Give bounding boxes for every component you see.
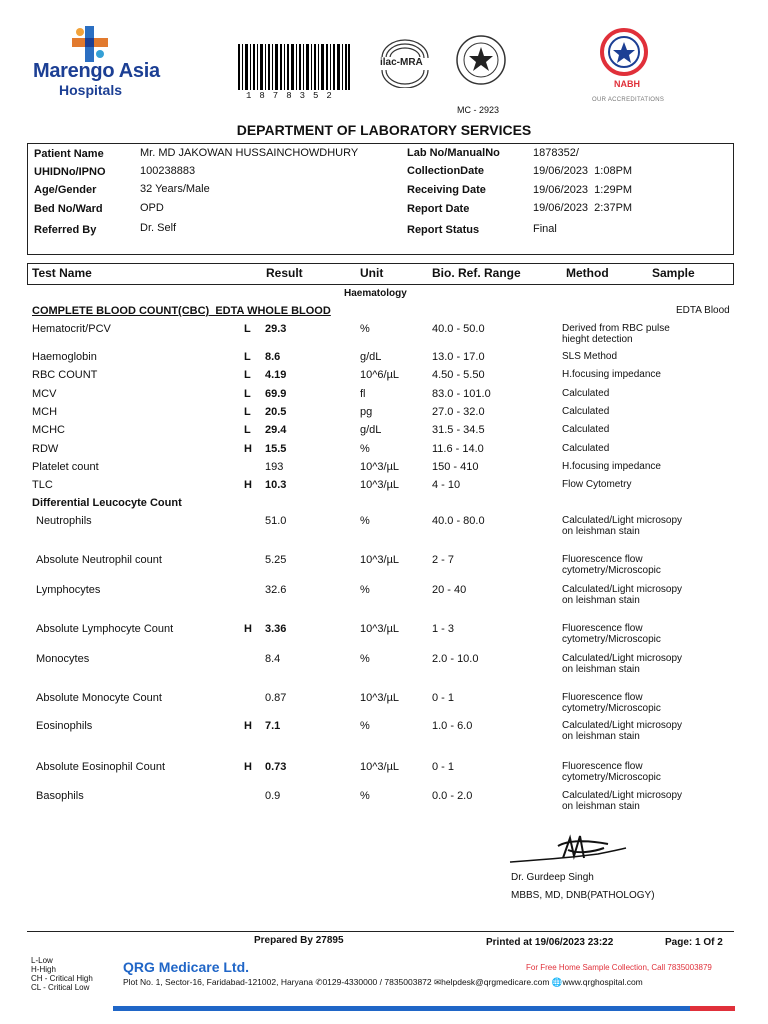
method: Calculated [562,388,610,399]
method: Fluorescence flow cytometry/Microscopic [562,554,661,576]
legend-critical-high: CH - Critical High [31,974,93,983]
unit: 10^3/µL [360,761,400,773]
result-value: 8.6 [265,351,281,363]
method: H.focusing impedance [562,461,661,472]
result-value: 15.5 [265,443,287,455]
patient-info-box [27,143,734,255]
panel-heading: COMPLETE BLOOD COUNT(CBC) EDTA WHOLE BLOOD [32,305,331,317]
test-name: RDW [32,443,59,455]
unit: fl [360,388,366,400]
unit: % [360,515,370,527]
receiving-date-label: Receiving Date [407,184,486,196]
flag: L [244,388,251,400]
company-phone: 0129-4330000 / 7835003872 [322,977,432,987]
hospital-subtitle: Hospitals [59,82,123,98]
method: Derived from RBC pulse hieght detection [562,323,670,345]
sample-type: EDTA Blood [676,305,730,316]
result-value: 29.3 [265,323,287,335]
unit: pg [360,406,373,418]
unit: % [360,653,370,665]
method: Fluorescence flow cytometry/Microscopic [562,761,661,783]
method: H.focusing impedance [562,369,661,380]
result-value: 69.9 [265,388,287,400]
unit: 10^3/µL [360,623,400,635]
method: Calculated [562,424,610,435]
hospital-logo [70,24,110,64]
footer-divider [27,931,734,932]
signatory-name: Dr. Gurdeep Singh [511,872,594,883]
test-name: MCH [32,406,58,418]
col-result: Result [266,266,303,280]
flag: H [244,479,252,491]
patient-name-label: Patient Name [34,148,104,160]
test-name: Absolute Neutrophil count [36,554,162,566]
barcode [238,44,350,90]
legend-high: H-High [31,965,56,974]
result-value: 32.6 [265,584,287,596]
nabh-label: NABH [614,79,640,89]
ref-range: 4 - 10 [432,479,461,491]
test-name: Neutrophils [36,515,92,527]
unit: g/dL [360,424,382,436]
flag: H [244,623,252,635]
ref-range: 2.0 - 10.0 [432,653,479,665]
unit: % [360,584,370,596]
phone-icon: ✆ [315,977,323,987]
flag: H [244,761,252,773]
unit: 10^3/µL [360,479,400,491]
test-name: Absolute Eosinophil Count [36,761,166,773]
test-name: MCHC [32,424,65,436]
ilac-label: ilac-MRA [380,57,423,68]
signatory-degree: MBBS, MD, DNB(PATHOLOGY) [511,890,655,901]
printed-at: Printed at 19/06/2023 23:22 [486,937,614,948]
signature [508,828,628,868]
lab-no-label: Lab No/ManualNo [407,147,500,159]
referred-value: Dr. Self [140,222,177,234]
test-name: MCV [32,388,57,400]
unit: 10^6/µL [360,369,400,381]
report-date-label: Report Date [407,203,470,215]
hospital-logo-icon [70,24,110,64]
company-email[interactable]: helpdesk@qrgmedicare.com [441,977,550,987]
flag: H [244,443,252,455]
mail-icon: ✉ [434,977,442,987]
flag: H [244,720,252,732]
flag: L [244,424,251,436]
ref-range: 1.0 - 6.0 [432,720,473,732]
test-name: Eosinophils [36,720,93,732]
ref-range: 20 - 40 [432,584,467,596]
receiving-date-value: 19/06/2023 1:29PM [533,184,633,196]
test-name: TLC [32,479,53,491]
hospital-name: Marengo Asia [33,60,160,82]
test-name: Absolute Monocyte Count [36,692,162,704]
test-name: Platelet count [32,461,99,473]
ref-range: 0.0 - 2.0 [432,790,473,802]
nabl-seal [455,34,507,86]
globe-icon: 🌐 [551,977,563,987]
method: Flow Cytometry [562,479,632,490]
ref-range: 40.0 - 80.0 [432,515,485,527]
test-name: Absolute Lymphocyte Count [36,623,174,635]
unit: % [360,790,370,802]
report-status-value: Final [533,223,557,235]
bed-value: OPD [140,202,164,214]
legend-critical-low: CL - Critical Low [31,983,90,992]
col-unit: Unit [360,266,384,280]
report-status-label: Report Status [407,224,480,236]
result-value: 0.87 [265,692,287,704]
unit: 10^3/µL [360,692,400,704]
ref-range: 150 - 410 [432,461,479,473]
department-title: DEPARTMENT OF LABORATORY SERVICES [236,122,532,138]
barcode-number: 1878352 [246,91,340,101]
flag: L [244,406,251,418]
ref-range: 1 - 3 [432,623,455,635]
ilac-logo [376,38,434,88]
result-value: 5.25 [265,554,287,566]
company-website[interactable]: www.qrghospital.com [562,977,643,987]
result-value: 0.9 [265,790,281,802]
footer-blue-bar [113,1006,735,1011]
collection-date-label: CollectionDate [407,165,485,177]
ref-range: 11.6 - 14.0 [432,443,484,455]
legend-low: L-Low [31,956,53,965]
col-ref-range: Bio. Ref. Range [432,266,521,280]
result-value: 10.3 [265,479,287,491]
test-name: Basophils [36,790,84,802]
test-name: RBC COUNT [32,369,98,381]
uhid-value: 100238883 [140,165,196,177]
result-value: 20.5 [265,406,287,418]
nabh-subtitle: OUR ACCREDITATIONS [592,97,665,103]
result-value: 0.73 [265,761,287,773]
test-name: Hematocrit/PCV [32,323,111,335]
result-value: 4.19 [265,369,287,381]
method: SLS Method [562,351,618,362]
method: Calculated/Light microsopy on leishman stain [562,515,683,537]
differential-heading: Differential Leucocyte Count [32,497,182,509]
method: Calculated/Light microsopy on leishman stain [562,790,683,812]
test-name: Lymphocytes [36,584,101,596]
collection-date-value: 19/06/2023 1:08PM [533,165,633,177]
result-value: 51.0 [265,515,287,527]
result-value: 8.4 [265,653,281,665]
ref-range: 0 - 1 [432,761,455,773]
flag: L [244,369,251,381]
unit: % [360,720,370,732]
method: Calculated/Light microsopy on leishman stain [562,720,683,742]
method: Fluorescence flow cytometry/Microscopic [562,623,661,645]
referred-label: Referred By [34,224,97,236]
method: Calculated/Light microsopy on leishman stain [562,584,683,606]
col-test-name: Test Name [32,266,92,280]
ref-range: 0 - 1 [432,692,455,704]
test-name: Monocytes [36,653,90,665]
nabl-seal-icon [455,34,507,86]
signature-mark [508,828,628,868]
test-name: Haemoglobin [32,351,97,363]
method: Fluorescence flow cytometry/Microscopic [562,692,661,714]
patient-name: Mr. MD JAKOWAN HUSSAINCHOWDHURY [140,147,359,159]
col-method: Method [566,266,609,280]
result-value: 7.1 [265,720,281,732]
ref-range: 40.0 - 50.0 [432,323,485,335]
bed-label: Bed No/Ward [34,203,103,215]
col-sample: Sample [652,266,695,280]
mc-number: MC - 2923 [457,105,500,115]
uhid-label: UHIDNo/IPNO [34,166,106,178]
ref-range: 83.0 - 101.0 [432,388,491,400]
unit: g/dL [360,351,382,363]
flag: L [244,323,251,335]
ref-range: 4.50 - 5.50 [432,369,485,381]
flag-legend [31,956,93,992]
unit: % [360,323,370,335]
lab-no-value: 1878352/ [533,147,579,159]
result-value: 193 [265,461,284,473]
footer-red-bar [690,1006,735,1011]
method: Calculated [562,406,610,417]
age-label: Age/Gender [34,184,97,196]
ref-range: 2 - 7 [432,554,455,566]
home-collection-note: For Free Home Sample Collection, Call 7835003879 [526,963,712,972]
method: Calculated/Light microsopy on leishman stain [562,653,683,675]
age-value: 32 Years/Male [140,183,210,195]
page-number: Page: 1 Of 2 [665,937,723,948]
result-value: 29.4 [265,424,287,436]
report-date-value: 19/06/2023 2:37PM [533,202,633,214]
section-heading: Haematology [344,288,407,299]
method: Calculated [562,443,610,454]
unit: % [360,443,370,455]
ref-range: 27.0 - 32.0 [432,406,485,418]
flag: L [244,351,251,363]
ref-range: 13.0 - 17.0 [432,351,485,363]
nabh-logo [600,24,648,94]
prepared-by: Prepared By 27895 [254,935,344,946]
unit: 10^3/µL [360,461,400,473]
company-address: Plot No. 1, Sector-16, Faridabad-121002, Haryana [123,977,313,987]
unit: 10^3/µL [360,554,400,566]
company-contact [123,977,643,988]
company-name: QRG Medicare Ltd. [123,959,250,975]
ref-range: 31.5 - 34.5 [432,424,485,436]
result-value: 3.36 [265,623,287,635]
